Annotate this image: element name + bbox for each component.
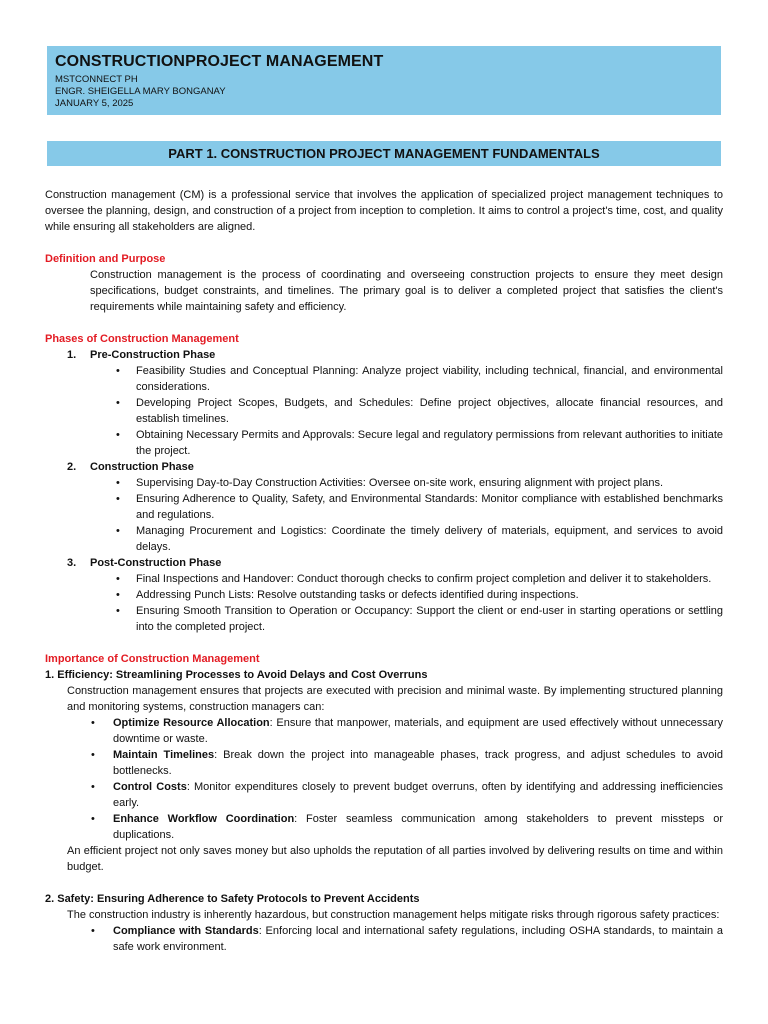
phase-number: 2. — [67, 461, 77, 473]
bullet-icon: • — [116, 365, 120, 377]
efficiency-intro: Construction management ensures that projects are executed with precision and minimal waste. By implementing structured planning and monitoring systems, construction managers can: — [67, 685, 723, 713]
efficiency-closing: An efficient project not only saves money but also upholds the reputation of all parties involved by delivering results on time and within budget. — [67, 845, 723, 873]
phases-list — [45, 347, 723, 635]
bullet-term: Optimize Resource Allocation — [113, 717, 270, 729]
bullet-text: Supervising Day-to-Day Construction Activities: Oversee on-site work, ensuring alignment with project plans. — [136, 477, 664, 489]
importance-heading: Importance of Construction Management — [45, 653, 260, 665]
bullet-text: Obtaining Necessary Permits and Approvals: Secure legal and regulatory permissions from relevant authorities to initiate the project. — [136, 429, 723, 457]
bullet-term: Enhance Workflow Coordination — [113, 813, 295, 825]
phase-name: Pre-Construction Phase — [90, 349, 216, 361]
bullet-icon: • — [91, 781, 95, 793]
bullet-icon: • — [116, 605, 120, 617]
list-item — [45, 811, 723, 843]
efficiency-bullets — [45, 715, 723, 843]
bullet-text: Feasibility Studies and Conceptual Planning: Analyze project viability, including technical, financial, and environmental considerations. — [136, 365, 723, 393]
phase-name: Construction Phase — [90, 461, 194, 473]
phase-number: 1. — [67, 349, 77, 361]
bullet-text: : Enforcing local and international safety regulations, including OSHA standards, to maintain a safe work environment. — [113, 925, 724, 953]
list-item — [45, 363, 723, 395]
safety-bullets — [45, 923, 723, 955]
bullet-icon: • — [91, 813, 95, 825]
list-item — [45, 571, 723, 587]
phase-bullets — [45, 571, 723, 635]
bullet-text: Addressing Punch Lists: Resolve outstanding tasks or defects identified during inspections. — [136, 589, 579, 601]
bullet-term: Control Costs — [113, 781, 187, 793]
list-item — [45, 395, 723, 427]
organization-name: MSTCONNECT PH — [55, 74, 138, 85]
bullet-text: : Break down the project into manageable phases, track progress, and adjust schedules to avoid bottlenecks. — [113, 749, 723, 777]
document-body — [45, 187, 723, 955]
document-header — [47, 46, 721, 115]
bullet-icon: • — [91, 749, 95, 761]
definition-heading: Definition and Purpose — [45, 253, 166, 265]
phase-bullets — [45, 363, 723, 459]
bullet-text: : Monitor expenditures closely to prevent budget overruns, often by identifying and addressing inefficiencies early. — [113, 781, 723, 809]
phase-number: 3. — [67, 557, 77, 569]
bullet-text: : Ensure that manpower, materials, and equipment are used effectively without unnecessary downtime or waste. — [113, 717, 723, 745]
bullet-icon: • — [116, 525, 120, 537]
bullet-term: Maintain Timelines — [113, 749, 215, 761]
intro-paragraph: Construction management (CM) is a professional service that involves the application of specialized project management techniques to oversee the planning, design, and construction of a project from inception to completion. It aims to control a project's time, cost, and quality while ensuring all stakeholders are aligned. — [45, 189, 723, 233]
list-item — [45, 715, 723, 747]
document-date: JANUARY 5, 2025 — [55, 98, 134, 109]
bullet-icon: • — [116, 397, 120, 409]
list-item — [45, 475, 723, 491]
safety-intro: The construction industry is inherently hazardous, but construction management helps mitigate risks through rigorous safety practices: — [67, 909, 720, 921]
list-item — [45, 427, 723, 459]
phase-title — [45, 347, 723, 363]
bullet-text: Ensuring Adherence to Quality, Safety, and Environmental Standards: Monitor compliance with established benchmarks and regulations. — [136, 493, 723, 521]
bullet-text: Managing Procurement and Logistics: Coordinate the timely delivery of materials, equipment, and services to avoid delays. — [136, 525, 723, 553]
bullet-text: Final Inspections and Handover: Conduct thorough checks to confirm project completion and deliver it to stakeholders. — [136, 573, 712, 585]
efficiency-heading: 1. Efficiency: Streamlining Processes to Avoid Delays and Cost Overruns — [45, 669, 428, 681]
bullet-text: Developing Project Scopes, Budgets, and Schedules: Define project objectives, allocate financial resources, and establish timelines. — [136, 397, 723, 425]
phase-name: Post-Construction Phase — [90, 557, 222, 569]
list-item — [45, 523, 723, 555]
bullet-icon: • — [116, 429, 120, 441]
bullet-text: : Foster seamless communication among stakeholders to prevent missteps or duplications. — [113, 813, 723, 841]
phase-title — [45, 555, 723, 571]
phases-heading: Phases of Construction Management — [45, 333, 239, 345]
bullet-icon: • — [116, 573, 120, 585]
definition-paragraph: Construction management is the process of coordinating and overseeing construction projects to ensure they meet design specifications, budget constraints, and timelines. The primary goal is to deliver a completed project that satisfies the client's requirements while maintaining safety and efficiency. — [90, 269, 723, 313]
phase-bullets — [45, 475, 723, 555]
list-item — [45, 603, 723, 635]
bullet-icon: • — [116, 589, 120, 601]
list-item — [45, 779, 723, 811]
bullet-text: Ensuring Smooth Transition to Operation or Occupancy: Support the client or end-user in starting operations or settling into the completed project. — [136, 605, 723, 633]
bullet-icon: • — [91, 925, 95, 937]
part-title-banner: PART 1. CONSTRUCTION PROJECT MANAGEMENT FUNDAMENTALS — [47, 141, 721, 166]
bullet-icon: • — [116, 493, 120, 505]
document-title: CONSTRUCTIONPROJECT MANAGEMENT — [55, 53, 384, 70]
list-item — [45, 587, 723, 603]
safety-heading: 2. Safety: Ensuring Adherence to Safety Protocols to Prevent Accidents — [45, 893, 420, 905]
bullet-icon: • — [91, 717, 95, 729]
author-name: ENGR. SHEIGELLA MARY BONGANAY — [55, 86, 226, 97]
list-item — [45, 491, 723, 523]
bullet-term: Compliance with Standards — [113, 925, 259, 937]
bullet-icon: • — [116, 477, 120, 489]
phase-title — [45, 459, 723, 475]
list-item — [45, 923, 723, 955]
list-item — [45, 747, 723, 779]
